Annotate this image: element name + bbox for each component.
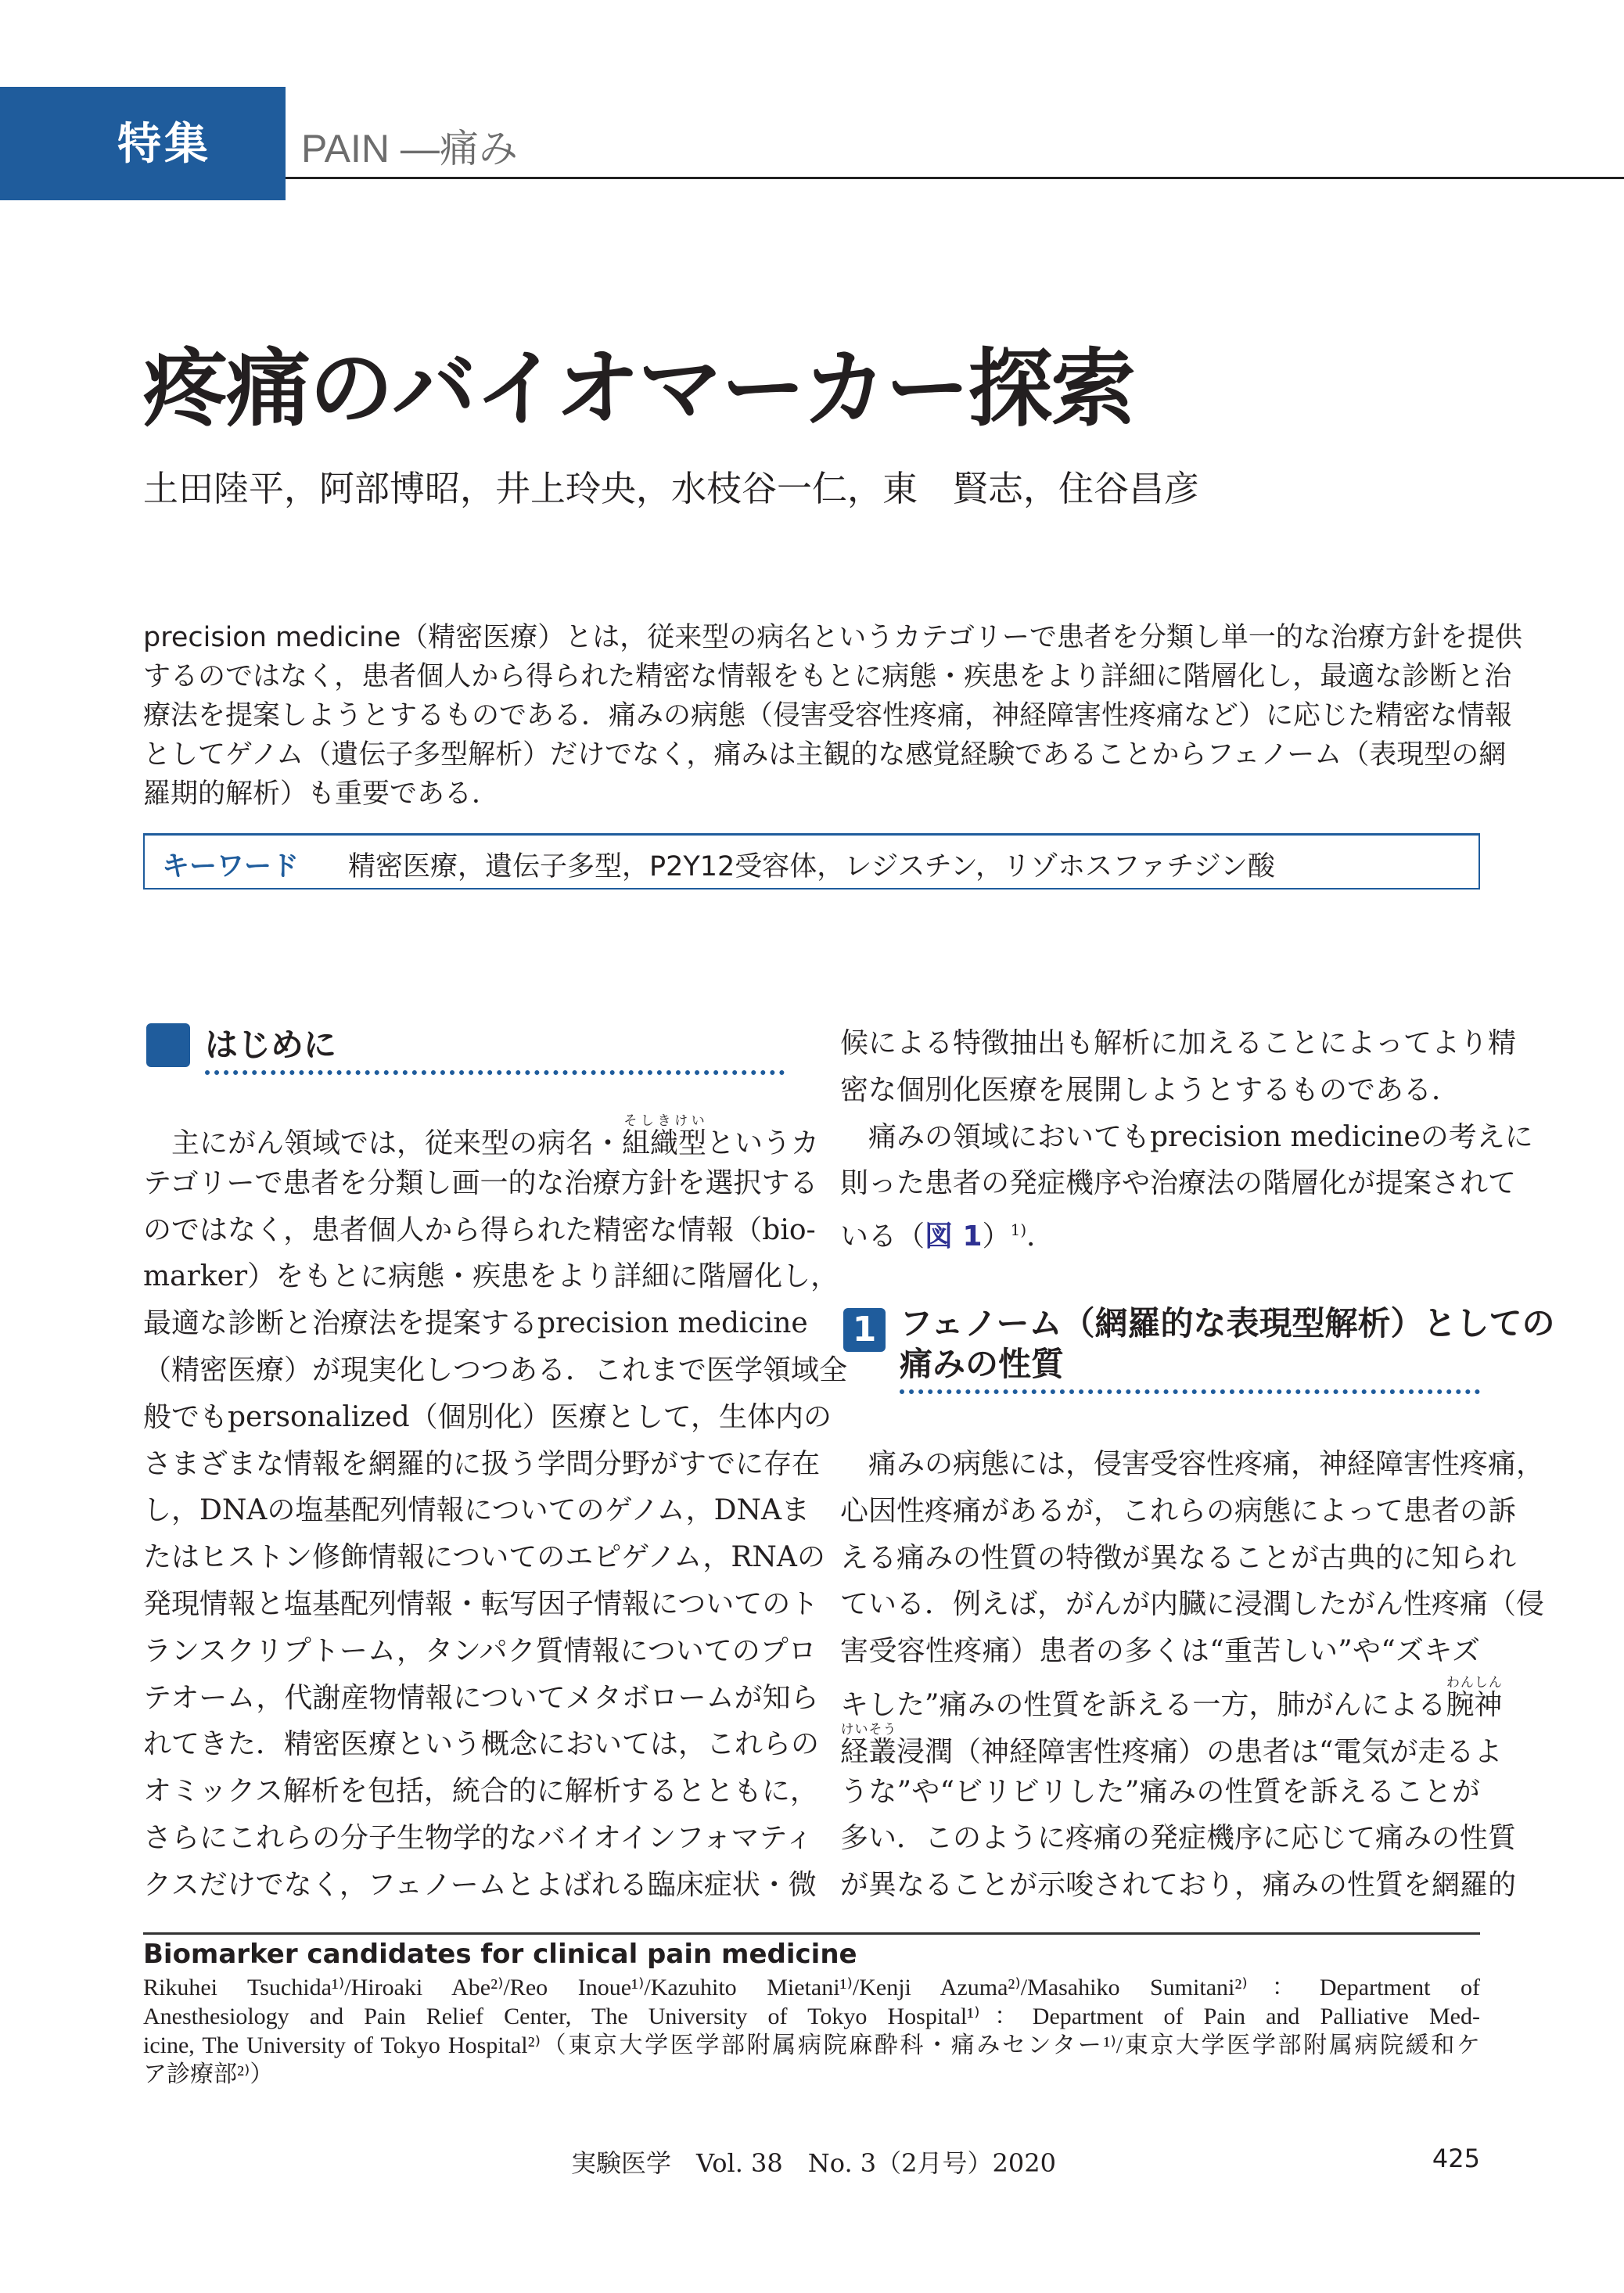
right-column-body-bottom: [840, 1441, 1545, 1909]
footer-rule: [143, 1932, 1480, 1935]
left-column-body: [143, 1113, 848, 1909]
body-line: テオーム，代謝産物情報についてメタボロームが知ら: [143, 1681, 819, 1714]
abstract-line: としてゲノム（遺伝子多型解析）だけでなく，痛みは主観的な感覚経験であることからフェノーム（表現型の網: [143, 739, 1507, 771]
citation[interactable]: 1): [1010, 1220, 1027, 1240]
body-line: たはヒストン修飾情報についてのエピゲノム，RNAの: [143, 1541, 825, 1574]
affiliations: [143, 1973, 1480, 2089]
section-heading-line: 痛みの性質: [900, 1345, 1065, 1383]
text-segment: 浸潤（神経障害性疼痛）の患者は“電気が走るよ: [896, 1735, 1503, 1768]
section-heading-1: [900, 1303, 1554, 1385]
body-line: のではなく，患者個人から得られた精密な情報（bio-: [143, 1213, 816, 1246]
text-segment: ）: [982, 1220, 1011, 1253]
body-line: 候による特徴抽出も解析に加えることによってより精: [840, 1027, 1517, 1059]
ruby-word: [840, 1721, 897, 1768]
ruby-base: 組織型: [622, 1127, 707, 1159]
body-line: 痛みの領域においてもprecision medicineの考えに: [840, 1120, 1533, 1153]
body-line: さらにこれらの分子生物学的なバイオインフォマティ: [143, 1821, 814, 1854]
body-line: れてきた．精密医療という概念においては，これらの: [143, 1728, 820, 1761]
section-heading-line: フェノーム（網羅的な表現型解析）としての: [900, 1304, 1555, 1342]
ruby-base: 腕神: [1446, 1688, 1503, 1721]
affiliation-line: Rikuhei Tsuchida¹⁾/Hiroaki Abe²⁾/Reo Inoue¹⁾/Kazuhito Mietani¹⁾/Kenji Azuma²⁾/Masahiko Sumitani²⁾：Department of: [143, 1975, 1480, 2000]
body-line: 痛みの病態には，侵害受容性疼痛，神経障害性疼痛，: [840, 1448, 1545, 1480]
feature-subtitle: PAIN —痛み: [301, 127, 518, 171]
body-line: 発現情報と塩基配列情報・転写因子情報についてのト: [143, 1587, 819, 1620]
body-line: える痛みの性質の特徴が異なることが古典的に知られ: [840, 1541, 1517, 1574]
authors: 土田陸平，阿部博昭，井上玲央，水枝谷一仁，東 賢志，住谷昌彦: [143, 468, 1200, 509]
affiliation-line: ア診療部²⁾）: [143, 2061, 274, 2087]
text-segment: ．: [1026, 1220, 1055, 1253]
english-title: Biomarker candidates for clinical pain medicine: [143, 1939, 857, 1970]
text-segment: 主にがん領域では，従来型の病名・: [171, 1127, 623, 1159]
text-segment: というカ: [706, 1127, 820, 1159]
ruby-reading: わんしん: [1446, 1674, 1503, 1691]
page-number: 425: [1432, 2144, 1480, 2173]
body-line: さまざまな情報を網羅的に扱う学問分野がすでに存在: [143, 1447, 821, 1480]
abstract-line: 羅期的解析）も重要である．: [143, 778, 500, 810]
body-line: [143, 1113, 820, 1160]
abstract-line: 療法を提案しようとするものである．痛みの病態（侵害受容性疼痛，神経障害性疼痛など）に応じた精密な情報: [143, 700, 1513, 731]
ruby-reading: けいそう: [840, 1721, 897, 1738]
ruby-word: [622, 1113, 707, 1159]
figure-1-link[interactable]: 図 1: [925, 1220, 983, 1253]
section-number-badge: 1: [843, 1308, 886, 1352]
section-dotted-rule: [205, 1070, 785, 1075]
body-line: [840, 1721, 1503, 1769]
body-lines: [840, 1769, 1517, 1909]
body-line: オミックス解析を包括，統合的に解析するとともに，: [143, 1775, 818, 1808]
text-segment: いる（: [840, 1220, 925, 1253]
section-heading-intro: はじめに: [205, 1026, 337, 1064]
body-line: ている．例えば，がんが内臓に浸潤したがん性疼痛（侵: [840, 1588, 1545, 1621]
ruby-word: [1446, 1674, 1503, 1721]
text-segment: キした”痛みの性質を訴える一方，肺がんによる: [840, 1688, 1446, 1721]
body-line: [840, 1674, 1503, 1722]
header-rule: [286, 177, 1624, 179]
ruby-base: 経叢: [840, 1735, 897, 1768]
affiliation-line: icine, The University of Tokyo Hospital²⁾（東京大学医学部附属病院麻酔科・痛みセンター¹⁾/東京大学医学部附属病院緩和ケ: [143, 2032, 1480, 2058]
body-line: 心因性疼痛があるが，これらの病態によって患者の訴: [840, 1494, 1517, 1527]
body-line: [840, 1207, 1480, 1254]
body-line: （精密医療）が現実化しつつある．これまで医学領域全: [143, 1353, 848, 1386]
body-line: 則った患者の発症機序や治療法の階層化が提案されて: [840, 1167, 1517, 1200]
body-line: が異なることが示唆されており，痛みの性質を網羅的: [840, 1869, 1517, 1902]
body-lines: [840, 1441, 1545, 1675]
left-body-lines: [143, 1160, 848, 1909]
keywords-text: 精密医療，遺伝子多型，P2Y12受容体，レジスチン，リゾホスファチジン酸: [348, 851, 1275, 882]
abstract-line: するのではなく，患者個人から得られた精密な情報をもとに病態・疾患をより詳細に階層化し，最適な診断と治: [143, 661, 1512, 692]
affiliation-line: Anesthesiology and Pain Relief Center, The University of Tokyo Hospital¹⁾：Department of Pain and Palliative Med-: [143, 2004, 1480, 2029]
abstract: [143, 618, 1522, 814]
right-column-body-top: [840, 1020, 1533, 1254]
body-line: marker）をもとに病態・疾患をより詳細に階層化し，: [143, 1260, 839, 1293]
body-line: うな”や“ビリビリした”痛みの性質を訴えることが: [840, 1775, 1480, 1808]
body-line: 密な個別化医療を展開しようとするものである．: [840, 1073, 1461, 1106]
feature-label: 特集: [117, 119, 211, 170]
body-line: 般でもpersonalized（個別化）医療として，生体内の: [143, 1400, 832, 1433]
body-line: テゴリーで患者を分類し画一的な治療方針を選択する: [143, 1166, 818, 1199]
body-line: し，DNAの塩基配列情報についてのゲノム，DNAま: [143, 1494, 810, 1527]
keywords-label: キーワード: [162, 851, 300, 882]
abstract-line: precision medicine（精密医療）とは，従来型の病名というカテゴリーで患者を分類し単一的な治療方針を提供: [143, 622, 1522, 653]
journal-info: 実験医学 Vol. 38 No. 3（2月号）2020: [571, 2148, 1056, 2178]
ruby-reading: そしきけい: [622, 1113, 707, 1129]
body-line: 多い．このように疼痛の発症機序に応じて痛みの性質: [840, 1822, 1517, 1855]
body-line: ランスクリプトーム，タンパク質情報についてのプロ: [143, 1634, 817, 1667]
section-dotted-rule: [900, 1389, 1480, 1394]
section-marker-icon: [146, 1023, 190, 1067]
body-line: クスだけでなく，フェノームとよばれる臨床症状・微: [143, 1868, 817, 1901]
body-line: 害受容性疼痛）患者の多くは“重苦しい”や“ズキズ: [840, 1635, 1480, 1668]
article-title: 疼痛のバイオマーカー探索: [143, 340, 1134, 438]
body-line: 最適な診断と治療法を提案するprecision medicine: [143, 1307, 808, 1340]
keywords-box: [143, 833, 1480, 890]
